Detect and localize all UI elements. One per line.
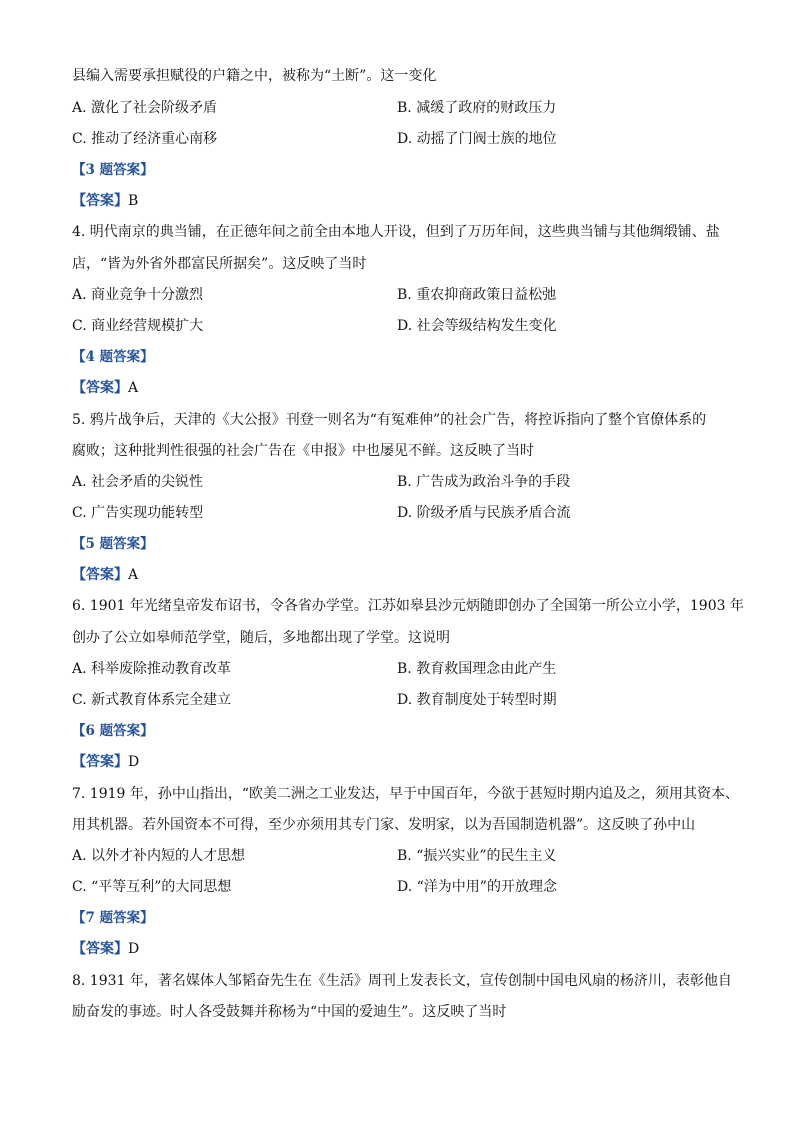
q7-stem-line-2: 用其机器。若外国资本不可得，至少亦须用其专门家、发明家，以为吾国制造机器”。这反映了孙中山	[72, 817, 696, 833]
q7-stem-line-1: 7. 1919 年，孙中山指出，“欧美二洲之工业发达，早于中国百年，今欲于甚短时期内追及之，须用其资本、	[72, 786, 740, 802]
q5-stem-line-2: 腐败；这种批判性很强的社会广告在《申报》中也屡见不鲜。这反映了当时	[72, 443, 534, 459]
q7-option-d: D. “洋为中用”的开放理念	[397, 879, 557, 895]
q7-option-c: C. “平等互利”的大同思想	[72, 879, 232, 895]
answer-value: B	[128, 193, 139, 209]
q7-answer-tag: 【7 题答案】	[72, 910, 154, 926]
q4-option-a: A. 商业竞争十分激烈	[72, 287, 204, 303]
answer-value: D	[128, 754, 140, 770]
q5-answer	[72, 565, 138, 585]
q4-stem-line-2: 店，“皆为外省外郡富民所据矣”。这反映了当时	[72, 256, 367, 272]
answer-value: A	[128, 380, 139, 396]
answer-label: 【答案】	[72, 941, 128, 957]
q4-answer-tag: 【4 题答案】	[72, 349, 154, 365]
answer-label: 【答案】	[72, 193, 128, 209]
q8-stem-line-2: 励奋发的事迹。时人各受鼓舞并称杨为“中国的爱迪生”。这反映了当时	[72, 1004, 507, 1020]
q6-option-d: D. 教育制度处于转型时期	[397, 692, 557, 708]
q4-answer	[72, 378, 138, 398]
q3-option-d: D. 动摇了门阀士族的地位	[397, 131, 557, 147]
q6-stem-line-1: 6. 1901 年光绪皇帝发布诏书，令各省办学堂。江苏如皋县沙元炳随即创办了全国第一所公立小学，1903 年	[72, 598, 744, 614]
q3-answer	[72, 191, 138, 211]
answer-label: 【答案】	[72, 567, 128, 583]
q5-stem-line-1: 5. 鸦片战争后，天津的《大公报》刊登一则名为“有冤难伸”的社会广告，将控诉指向了整个官僚体系的	[72, 412, 707, 428]
q4-option-c: C. 商业经营规模扩大	[72, 318, 204, 334]
answer-value: D	[128, 941, 140, 957]
q3-option-c: C. 推动了经济重心南移	[72, 131, 218, 147]
q5-option-c: C. 广告实现功能转型	[72, 505, 204, 521]
answer-label: 【答案】	[72, 754, 128, 770]
q6-option-a: A. 科举废除推动教育改革	[72, 661, 232, 677]
q6-option-b: B. 教育救国理念由此产生	[397, 661, 557, 677]
q6-answer	[72, 752, 139, 772]
q6-option-c: C. 新式教育体系完全建立	[72, 692, 232, 708]
q4-option-d: D. 社会等级结构发生变化	[397, 318, 557, 334]
q3-stem-tail: 县编入需要承担赋役的户籍之中，被称为“土断”。这一变化	[72, 68, 437, 84]
answer-value: A	[128, 567, 139, 583]
answer-label: 【答案】	[72, 380, 128, 396]
q4-option-b: B. 重农抑商政策日益松弛	[397, 287, 557, 303]
q5-option-d: D. 阶级矛盾与民族矛盾合流	[397, 505, 571, 521]
q6-stem-line-2: 创办了公立如皋师范学堂，随后，多地都出现了学堂。这说明	[72, 630, 450, 646]
q3-option-a: A. 激化了社会阶级矛盾	[72, 100, 218, 116]
q5-answer-tag: 【5 题答案】	[72, 536, 154, 552]
q7-option-b: B. “振兴实业”的民生主义	[397, 848, 557, 864]
q6-answer-tag: 【6 题答案】	[72, 723, 154, 739]
q5-option-b: B. 广告成为政治斗争的手段	[397, 474, 571, 490]
q8-stem-line-1: 8. 1931 年，著名媒体人邹韬奋先生在《生活》周刊上发表长文，宣传创制中国电风扇的杨济川，表彰他自	[72, 973, 732, 989]
q4-stem-line-1: 4. 明代南京的典当铺，在正德年间之前全由本地人开设，但到了万历年间，这些典当铺与其他绸缎铺、盐	[72, 224, 720, 240]
q7-answer	[72, 939, 139, 959]
q3-option-b: B. 减缓了政府的财政压力	[397, 100, 557, 116]
q3-answer-tag: 【3 题答案】	[72, 162, 154, 178]
q7-option-a: A. 以外才补内短的人才思想	[72, 848, 246, 864]
q5-option-a: A. 社会矛盾的尖锐性	[72, 474, 204, 490]
